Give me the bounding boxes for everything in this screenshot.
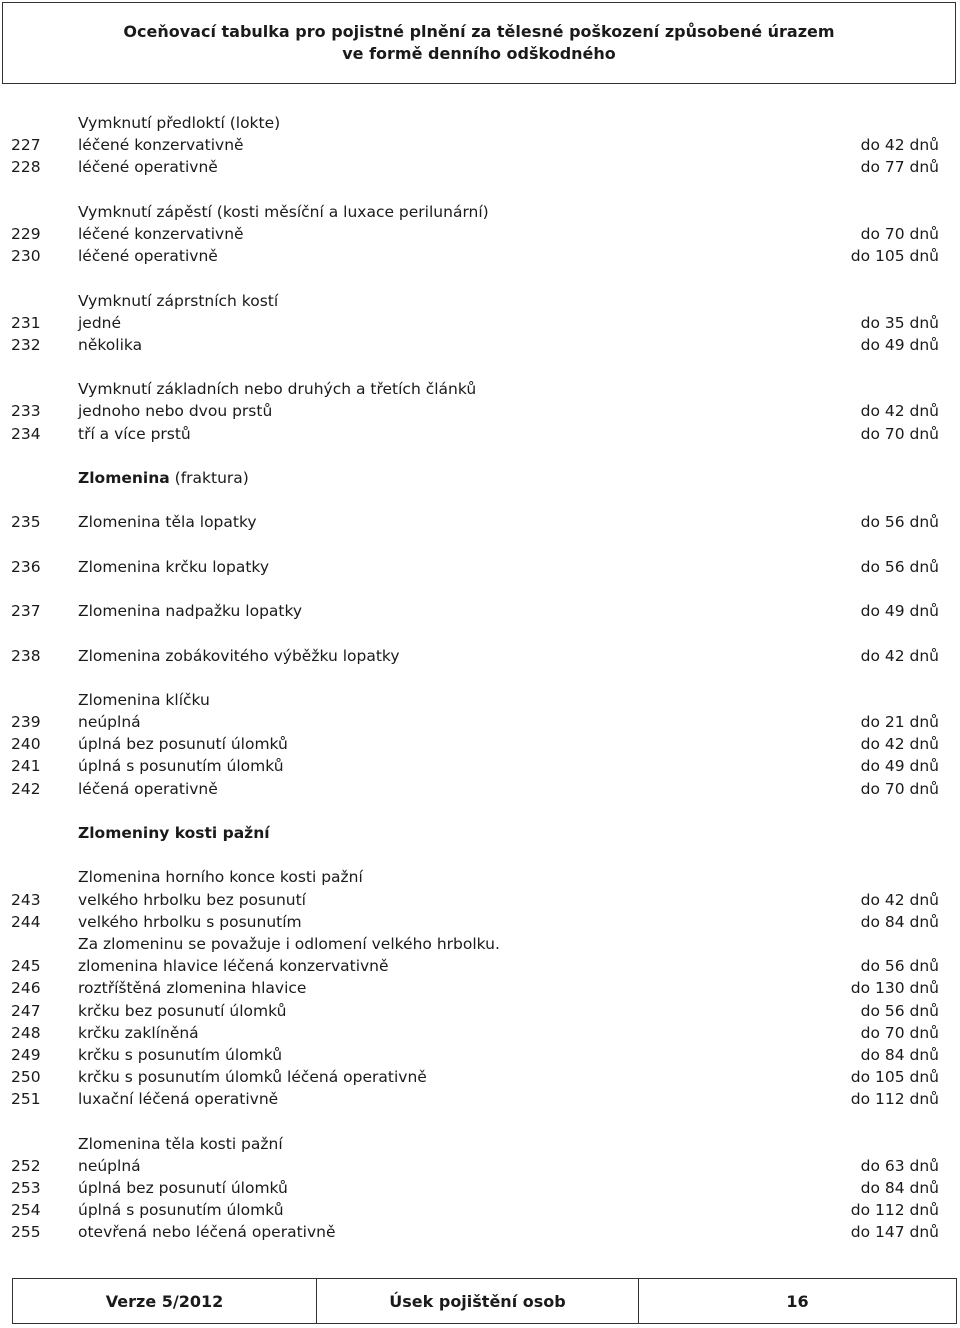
table-row: [0, 1066, 960, 1088]
item-number: 234: [11, 424, 41, 443]
item-number: 252: [11, 1156, 41, 1175]
table-row: [0, 911, 960, 933]
item-description: úplná s posunutím úlomků: [78, 757, 284, 776]
group-title: [0, 689, 960, 711]
item-max-days: do 35 dnů: [860, 313, 939, 332]
group-title: [0, 201, 960, 223]
table-row: [0, 134, 960, 156]
group-title: [0, 290, 960, 312]
table-row: [0, 733, 960, 755]
item-number: 230: [11, 247, 41, 266]
item-number: 236: [11, 557, 41, 576]
item-description: velkého hrbolku s posunutím: [78, 912, 302, 931]
item-number: 232: [11, 335, 41, 354]
spacer: [0, 267, 960, 289]
item-max-days: do 130 dnů: [850, 979, 939, 998]
item-max-days: do 70 dnů: [860, 1023, 939, 1042]
page-header: [2, 2, 956, 84]
item-description: jedné: [78, 313, 122, 332]
item-max-days: do 42 dnů: [860, 136, 939, 155]
table-row: [0, 1177, 960, 1199]
spacer: [0, 179, 960, 201]
item-number: 241: [11, 757, 41, 776]
item-description: léčené konzervativně: [78, 224, 244, 243]
footer-version: Verze 5/2012: [13, 1279, 317, 1323]
spacer: [0, 356, 960, 378]
item-max-days: do 112 dnů: [850, 1090, 939, 1109]
item-number: 233: [11, 402, 41, 421]
group-title-text: Zlomenina těla kosti pažní: [78, 1134, 283, 1153]
item-max-days: do 49 dnů: [860, 602, 939, 621]
item-max-days: do 49 dnů: [860, 335, 939, 354]
table-row: [0, 977, 960, 999]
item-description: Zlomenina krčku lopatky: [78, 557, 270, 576]
item-max-days: do 63 dnů: [860, 1156, 939, 1175]
item-number: 227: [11, 136, 41, 155]
header-title-line1: Oceňovací tabulka pro pojistné plnění za tělesné poškození způsobené úrazem: [123, 22, 835, 41]
item-max-days: do 21 dnů: [860, 713, 939, 732]
item-max-days: do 42 dnů: [860, 890, 939, 909]
group-title: [0, 378, 960, 400]
item-description: krčku bez posunutí úlomků: [78, 1001, 287, 1020]
item-description: Zlomenina zobákovitého výběžku lopatky: [78, 646, 400, 665]
item-number: 245: [11, 957, 41, 976]
table-row: [0, 1155, 960, 1177]
table-row: [0, 645, 960, 667]
table-row: [0, 423, 960, 445]
spacer: [0, 844, 960, 866]
item-number: 254: [11, 1201, 41, 1220]
item-max-days: do 56 dnů: [860, 1001, 939, 1020]
item-number: 231: [11, 313, 41, 332]
item-number: 253: [11, 1179, 41, 1197]
section-heading: [0, 822, 960, 844]
item-max-days: do 42 dnů: [860, 646, 939, 665]
spacer: [0, 667, 960, 689]
item-number: 244: [11, 912, 41, 931]
group-title-text: Vymknutí zápěstí (kosti měsíční a luxace perilunární): [78, 202, 489, 221]
table-row: [0, 889, 960, 911]
table-row: [0, 245, 960, 267]
footer-department: Úsek pojištění osob: [317, 1279, 639, 1323]
table-row: [0, 1199, 960, 1221]
item-max-days: do 84 dnů: [860, 912, 939, 931]
spacer: [0, 578, 960, 600]
item-max-days: do 42 dnů: [860, 402, 939, 421]
group-title: [0, 866, 960, 888]
item-description: tří a více prstů: [78, 424, 191, 443]
group-title: [0, 1133, 960, 1155]
item-number: 228: [11, 158, 41, 177]
item-number: 246: [11, 979, 41, 998]
item-max-days: do 56 dnů: [860, 557, 939, 576]
item-number: 243: [11, 890, 41, 909]
item-description: neúplná: [78, 713, 141, 732]
item-description: roztříštěná zlomenina hlavice: [78, 979, 307, 998]
item-description: otevřená nebo léčená operativně: [78, 1223, 336, 1242]
item-description: krčku s posunutím úlomků: [78, 1045, 283, 1064]
section-heading-rest: (fraktura): [169, 469, 249, 487]
page-footer: [12, 1278, 957, 1324]
item-number: 248: [11, 1023, 41, 1042]
item-description: krčku zaklíněná: [78, 1023, 199, 1042]
table-row: [0, 556, 960, 578]
valuation-table: [0, 112, 960, 1244]
item-description: léčená operativně: [78, 779, 218, 798]
table-row: [0, 1221, 960, 1243]
item-max-days: do 42 dnů: [860, 735, 939, 754]
section-heading-text: [78, 467, 249, 489]
item-number: 237: [11, 602, 41, 621]
item-max-days: do 70 dnů: [860, 424, 939, 443]
item-number: 235: [11, 513, 41, 532]
item-description: krčku s posunutím úlomků léčená operativně: [78, 1068, 427, 1087]
spacer: [0, 534, 960, 556]
table-row: [0, 600, 960, 622]
item-description: neúplná: [78, 1156, 141, 1175]
table-row: [0, 755, 960, 777]
group-title-text: Zlomenina horního konce kosti pažní: [78, 868, 363, 887]
section-heading-text: [78, 822, 270, 844]
item-number: 229: [11, 224, 41, 243]
table-row: [0, 1044, 960, 1066]
table-row: [0, 312, 960, 334]
table-row: [0, 955, 960, 977]
item-number: 251: [11, 1090, 41, 1109]
table-row: [0, 334, 960, 356]
item-number: 238: [11, 646, 41, 665]
item-description: Zlomenina nadpažku lopatky: [78, 602, 303, 621]
item-description: zlomenina hlavice léčená konzervativně: [78, 957, 389, 976]
item-max-days: do 70 dnů: [860, 224, 939, 243]
item-number: 242: [11, 779, 41, 798]
table-row: [0, 778, 960, 800]
group-title-text: Vymknutí předloktí (lokte): [78, 114, 281, 132]
item-description: několika: [78, 335, 143, 354]
section-heading-bold: Zlomeniny kosti pažní: [78, 824, 270, 842]
item-description: úplná s posunutím úlomků: [78, 1201, 284, 1220]
spacer: [0, 622, 960, 644]
table-row: [0, 1022, 960, 1044]
item-description: Zlomenina těla lopatky: [78, 513, 257, 532]
item-description: luxační léčená operativně: [78, 1090, 279, 1109]
item-max-days: do 56 dnů: [860, 957, 939, 976]
item-number: 239: [11, 713, 41, 732]
group-title-text: Vymknutí základních nebo druhých a třetích článků: [78, 380, 477, 399]
item-description: léčené operativně: [78, 247, 218, 266]
section-heading: [0, 467, 960, 489]
item-number: 255: [11, 1223, 41, 1242]
spacer: [0, 1110, 960, 1132]
table-row: [0, 223, 960, 245]
item-max-days: do 84 dnů: [860, 1179, 939, 1197]
item-max-days: do 49 dnů: [860, 757, 939, 776]
item-description: úplná bez posunutí úlomků: [78, 1179, 288, 1197]
item-description: velkého hrbolku bez posunutí: [78, 890, 306, 909]
table-row: [0, 156, 960, 178]
item-max-days: do 70 dnů: [860, 779, 939, 798]
group-title: [0, 933, 960, 955]
group-title-text: Za zlomeninu se považuje i odlomení velkého hrbolku.: [78, 934, 500, 953]
item-number: 249: [11, 1045, 41, 1064]
group-title-text: Vymknutí záprstních kostí: [78, 291, 279, 310]
table-row: [0, 1000, 960, 1022]
spacer: [0, 800, 960, 822]
item-max-days: do 77 dnů: [860, 158, 939, 177]
item-description: úplná bez posunutí úlomků: [78, 735, 288, 754]
item-number: 247: [11, 1001, 41, 1020]
item-description: léčené konzervativně: [78, 136, 244, 155]
header-title-line2: ve formě denního odškodného: [342, 44, 616, 63]
spacer: [0, 445, 960, 467]
spacer: [0, 489, 960, 511]
table-row: [0, 511, 960, 533]
item-description: léčené operativně: [78, 158, 218, 177]
item-max-days: do 112 dnů: [850, 1201, 939, 1220]
item-max-days: do 105 dnů: [850, 1068, 939, 1087]
item-max-days: do 56 dnů: [860, 513, 939, 532]
item-number: 240: [11, 735, 41, 754]
group-title-text: Zlomenina klíčku: [78, 690, 210, 709]
item-max-days: do 147 dnů: [850, 1223, 939, 1242]
item-max-days: do 105 dnů: [850, 247, 939, 266]
item-description: jednoho nebo dvou prstů: [78, 402, 273, 421]
table-row: [0, 400, 960, 422]
footer-page-number: 16: [786, 1291, 809, 1311]
table-row: [0, 711, 960, 733]
item-number: 250: [11, 1068, 41, 1087]
item-max-days: do 84 dnů: [860, 1045, 939, 1064]
section-heading-bold: Zlomenina: [78, 469, 170, 487]
table-row: [0, 1088, 960, 1110]
group-title: [0, 112, 960, 134]
